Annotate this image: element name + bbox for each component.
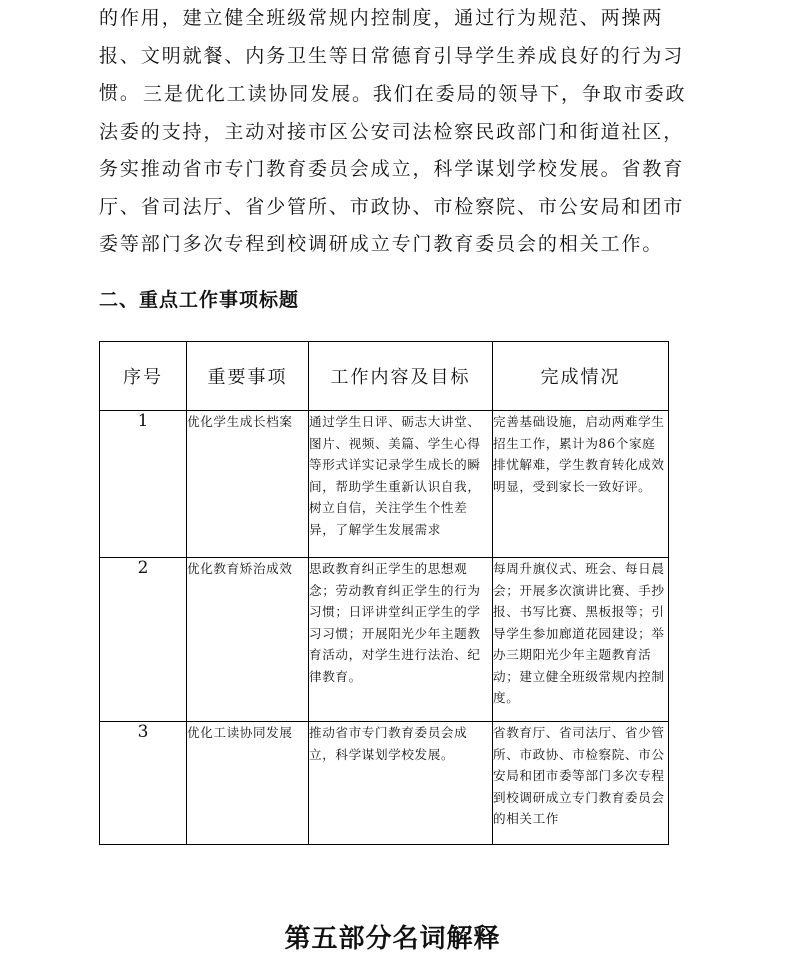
header-number: 序号 (100, 342, 187, 411)
table-row (100, 722, 669, 845)
header-status: 完成情况 (493, 342, 669, 411)
row-status: 省教育厅、省司法厅、省少管所、市政协、市检察院、市公安局和团市委等部门多次专程到校调研成立专门教育委员会的相关工作 (493, 722, 669, 845)
row-number: 3 (100, 722, 187, 845)
table-row (100, 558, 669, 722)
paragraph-2-text: 三是优化工读协同发展。我们在委局的领导下，争取市委政法委的支持，主动对接市区公安司法检察民政部门和街道社区，务实推动省市专门教育委员会成立，科学谋划学校发展。省教育厅、省司法厅、省少管所、市政协、市检察院、市公安局和团市委等部门多次专程到校调研成立专门教育委员会的相关工作。 (99, 83, 687, 255)
header-item: 重要事项 (187, 342, 309, 411)
row-number: 1 (100, 411, 187, 558)
row-number: 2 (100, 558, 187, 722)
row-content: 推动省市专门教育委员会成立，科学谋划学校发展。 (309, 722, 493, 845)
part-heading: 第五部分名词解释 (284, 924, 501, 954)
header-content: 工作内容及目标 (309, 342, 493, 411)
table-row (100, 411, 669, 558)
row-item: 优化工读协同发展 (187, 722, 309, 845)
row-status: 每周升旗仪式、班会、每日晨会；开展多次演讲比赛、手抄报、书写比赛、黑板报等；引导学生参加廊道花园建设；举办三期阳光少年主题教育活动；建立健全班级常规内控制度。 (493, 558, 669, 722)
paragraph-2 (99, 76, 699, 264)
table-header-row (100, 342, 669, 411)
key-items-table (99, 341, 669, 845)
section-heading: 二、重点工作事项标题 (99, 289, 300, 311)
paragraph-1: 的作用，建立健全班级常规内控制度，通过行为规范、两操两报、文明就餐、内务卫生等日常德育引导学生养成良好的行为习惯。 (99, 7, 685, 104)
row-item: 优化教育矫治成效 (187, 558, 309, 722)
row-status: 完善基础设施，启动两难学生招生工作，累计为86个家庭排忧解难，学生教育转化成效明显，受到家长一致好评。 (493, 411, 669, 558)
row-content: 通过学生日评、砺志大讲堂、图片、视频、美篇、学生心得等形式详实记录学生成长的瞬间，帮助学生重新认识自我，树立自信，关注学生个性差异，了解学生发展需求 (309, 411, 493, 558)
row-content: 思政教育纠正学生的思想观念；劳动教育纠正学生的行为习惯；日评讲堂纠正学生的学习习惯；开展阳光少年主题教育活动，对学生进行法治、纪律教育。 (309, 558, 493, 722)
row-item: 优化学生成长档案 (187, 411, 309, 558)
